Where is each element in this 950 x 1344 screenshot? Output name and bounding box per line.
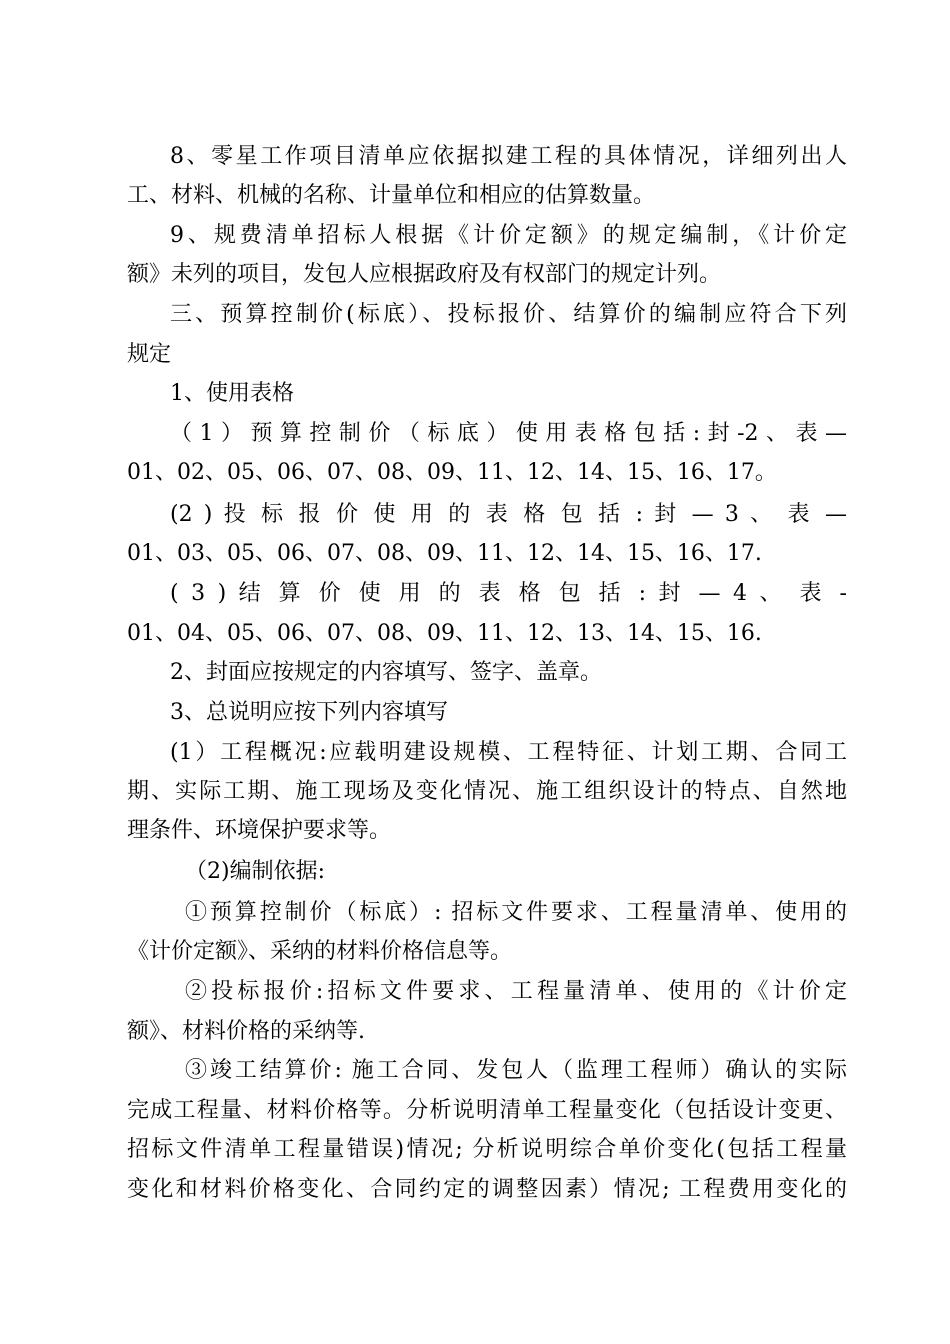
paragraph-line: ②投标报价:招标文件要求、工程量清单、使用的《计价定 [185, 979, 847, 1004]
paragraph-line: ③竣工结算价: 施工合同、发包人（监理工程师）确认的实际 [185, 1058, 847, 1083]
paragraph-line: 01、04、05、06、07、08、09、11、12、13、14、15、16. [127, 621, 762, 646]
paragraph-line: 理条件、环境保护要求等。 [127, 818, 392, 843]
paragraph-line: 额》未列的项目，发包人应根据政府及有权部门的规定计列。 [127, 262, 722, 287]
paragraph-line: 额》、材料价格的采纳等. [127, 1019, 365, 1044]
paragraph-line: (1）工程概况:应载明建设规模、工程特征、计划工期、合同工 [170, 740, 847, 765]
paragraph-line: 工、材料、机械的名称、计量单位和相应的估算数量。 [127, 183, 656, 208]
paragraph-line: ( 3 ) 结 算 价 使 用 的 表 格 包 括 : 封 — 4 、 表 - [170, 581, 847, 606]
paragraph-line: 01、02、05、06、07、08、09、11、12、14、15、16、17。 [127, 460, 777, 485]
subheading: 1、使用表格 [170, 381, 294, 406]
paragraph-line: 8、零星工作项目清单应依据拟建工程的具体情况，详细列出人 [170, 144, 847, 169]
section-heading-cont: 规定 [127, 342, 172, 367]
paragraph-line: 招标文件清单工程量错误)情况; 分析说明综合单价变化(包括工程量 [127, 1137, 847, 1162]
paragraph-line: 2、封面应按规定的内容填写、签字、盖章。 [170, 660, 602, 685]
paragraph-line: 01、03、05、06、07、08、09、11、12、14、15、16、17. [127, 541, 762, 566]
paragraph-line: 期、实际工期、施工现场及变化情况、施工组织设计的特点、自然地 [127, 779, 847, 804]
paragraph-line: （1）预算控制价（标底）使用表格包括:封-2、表— [170, 421, 847, 446]
paragraph-line: （2)编制依据: [185, 859, 325, 884]
paragraph-line: 9、规费清单招标人根据《计价定额》的规定编制，《计价定 [170, 223, 847, 248]
paragraph-line: 3、总说明应按下列内容填写 [170, 700, 448, 725]
paragraph-line: 变化和材料价格变化、合同约定的调整因素）情况; 工程费用变化的 [127, 1177, 847, 1202]
paragraph-line: 完成工程量、材料价格等。分析说明清单工程量变化（包括设计变更、 [127, 1098, 847, 1123]
paragraph-line: 《计价定额》、采纳的材料价格信息等。 [127, 939, 513, 964]
section-heading: 三、预算控制价(标底）、投标报价、结算价的编制应符合下列 [170, 302, 847, 327]
paragraph-line: ①预算控制价（标底）: 招标文件要求、工程量清单、使用的 [185, 900, 847, 925]
paragraph-line: (2 ) 投 标 报 价 使 用 的 表 格 包 括 : 封 — 3 、 表 — [170, 502, 847, 527]
